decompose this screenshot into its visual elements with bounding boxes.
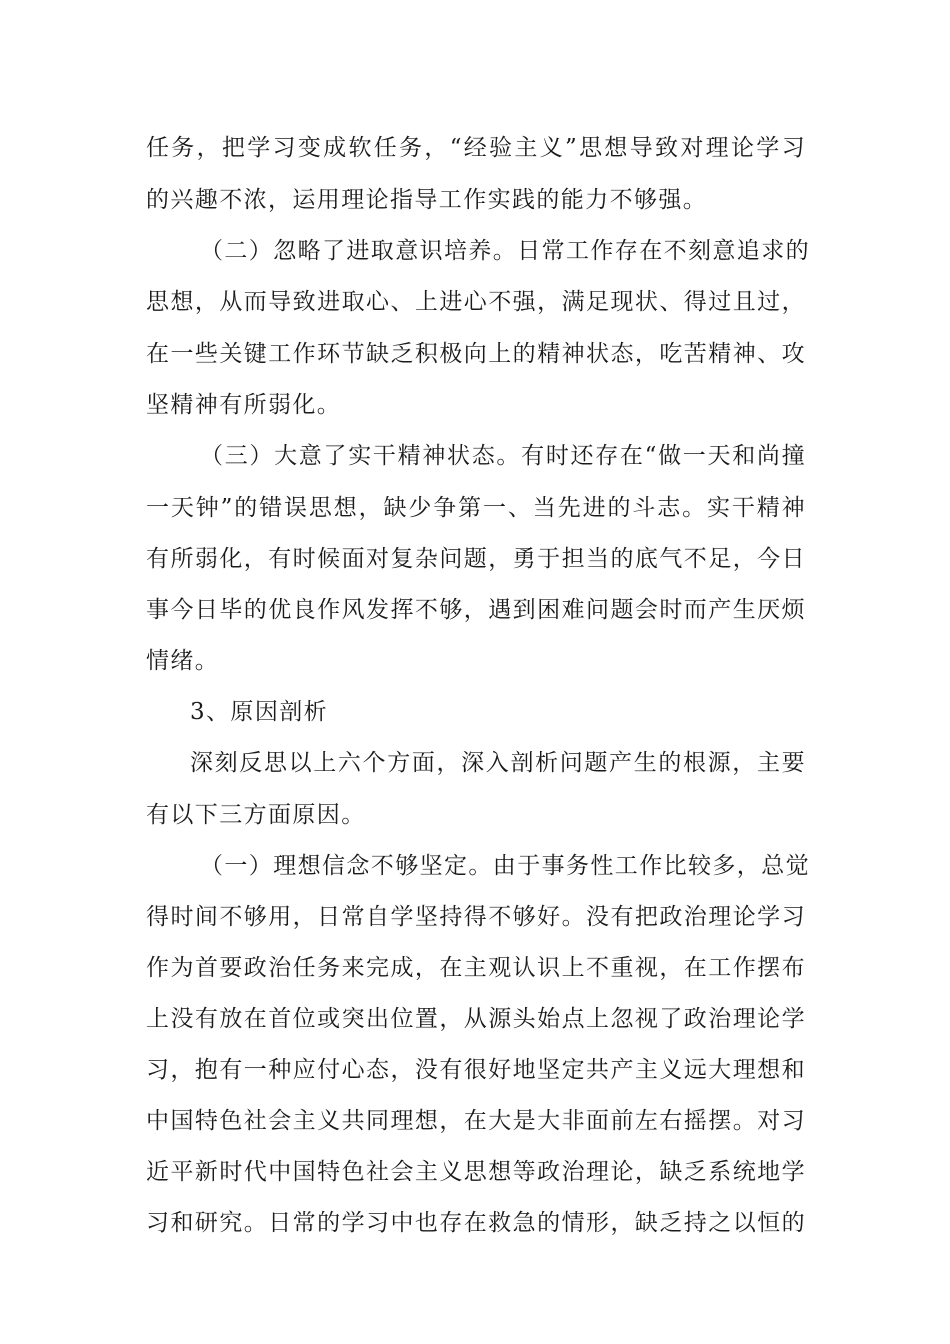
- text-line: 习和研究。日常的学习中也存在救急的情形，缺乏持之以恒的: [146, 1210, 806, 1236]
- text-line: 有以下三方面原因。: [146, 802, 366, 828]
- text-line: 中国特色社会主义共同理想，在大是大非面前左右摇摆。对习: [146, 1108, 806, 1134]
- text-line: 作为首要政治任务来完成，在主观认识上不重视，在工作摆布: [146, 955, 806, 981]
- text-line: 上没有放在首位或突出位置，从源头始点上忽视了政治理论学: [146, 1006, 806, 1032]
- paragraph-heading: （二）忽略了进取意识培养。日常工作存在不刻意追求的: [200, 238, 810, 264]
- text-line: 思想，从而导致进取心、上进心不强，满足现状、得过且过，: [146, 289, 806, 315]
- text-line: 近平新时代中国特色社会主义思想等政治理论，缺乏系统地学: [146, 1159, 806, 1185]
- text-line: 在一些关键工作环节缺乏积极向上的精神状态，吃苦精神、攻: [146, 341, 806, 367]
- text-line: 坚精神有所弱化。: [146, 392, 342, 418]
- paragraph-heading: （一）理想信念不够坚定。由于事务性工作比较多，总觉: [200, 853, 810, 879]
- text-line: 习，抱有一种应付心态，没有很好地坚定共产主义远大理想和: [146, 1057, 806, 1083]
- text-line: 情绪。: [146, 648, 220, 674]
- text-line: 得时间不够用，日常自学坚持得不够好。没有把政治理论学习: [146, 904, 806, 930]
- text-line: 的兴趣不浓，运用理论指导工作实践的能力不够强。: [146, 187, 708, 213]
- text-line: 任务，把学习变成软任务，“经验主义”思想导致对理论学习: [146, 135, 806, 161]
- section-heading: 3、原因剖析: [190, 699, 329, 725]
- text-line: 事今日毕的优良作风发挥不够，遇到困难问题会时而产生厌烦: [146, 597, 806, 623]
- text-line: 一天钟”的错误思想，缺少争第一、当先进的斗志。实干精神: [146, 495, 806, 521]
- text-line: 有所弱化，有时候面对复杂问题，勇于担当的底气不足，今日: [146, 546, 806, 572]
- paragraph-heading: （三）大意了实干精神状态。有时还存在“做一天和尚撞: [200, 443, 806, 469]
- text-line: 深刻反思以上六个方面，深入剖析问题产生的根源，主要: [190, 750, 806, 776]
